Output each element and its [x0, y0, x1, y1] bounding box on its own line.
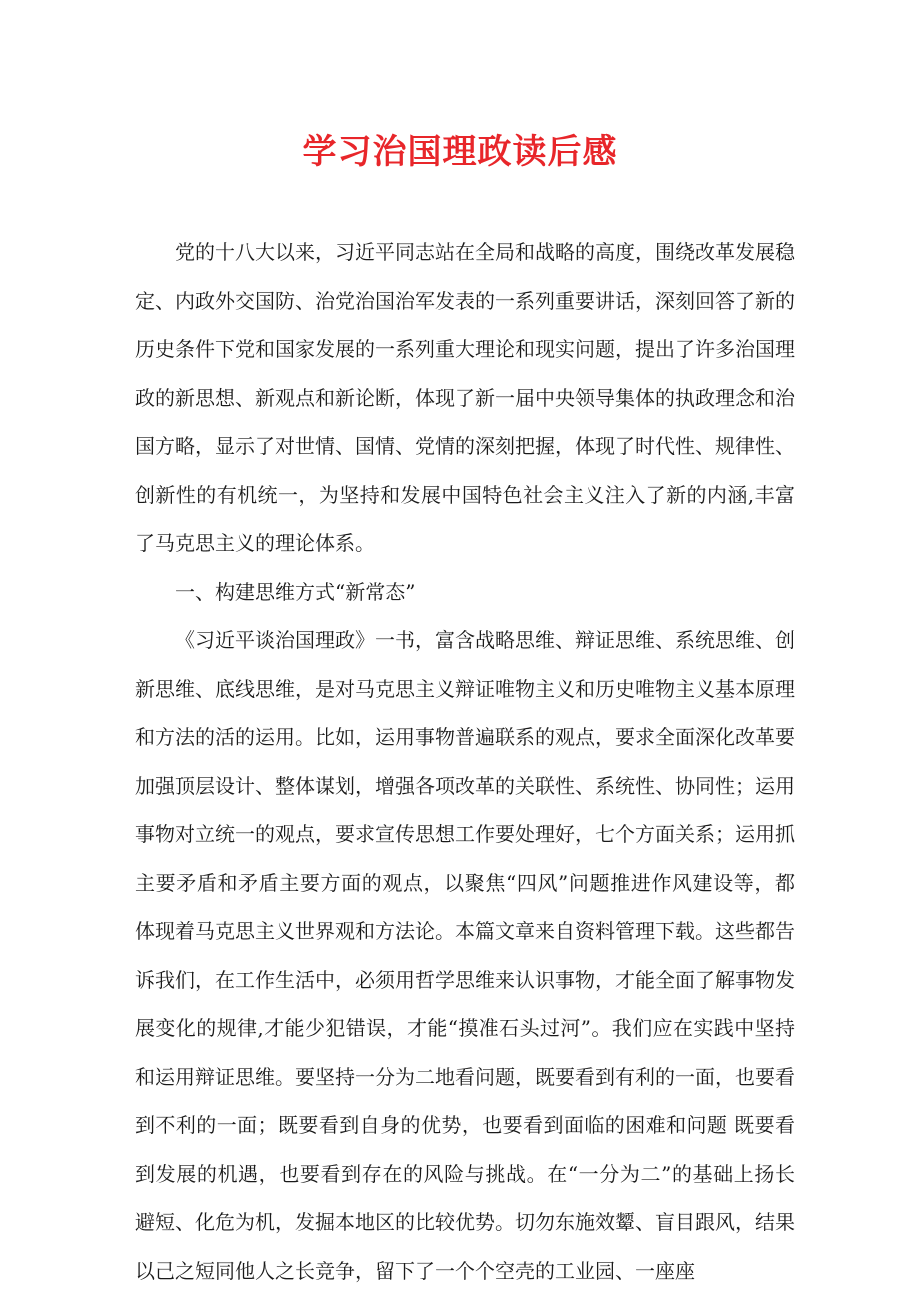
document-title: 学习治国理政读后感 [302, 132, 618, 172]
document-body [135, 228, 795, 1295]
section-paragraph: 《习近平谈治国理政》一书，富含战略思维、辩证思维、系统思维、创新思维、底线思维，是对马克思主义辩证唯物主义和历史唯物主义基本原理和方法的活的运用。比如，运用事物普遍联系的观点，要求全面深化改革要加强顶层设计、整体谋划，增强各项改革的关联性、系统性、协同性；运用事物对立统一的观点，要求宣传思想工作要处理好，七个方面关系；运用抓主要矛盾和矛盾主要方面的观点，以聚焦“四风”问题推进作风建设等，都体现着马克思主义世界观和方法论。本篇文章来自资料管理下载。这些都告诉我们，在工作生活中，必须用哲学思维来认识事物，才能全面了解事物发展变化的规律,才能少犯错误，才能“摸准石头过河”。我们应在实践中坚持和运用辩证思维。要坚持一分为二地看问题，既要看到有利的一面，也要看到不利的一面；既要看到自身的优势，也要看到面临的困难和问题 既要看到发展的机遇，也要看到存在的风险与挑战。在“一分为二”的基础上扬长避短、化危为机，发掘本地区的比较优势。切勿东施效颦、盲目跟风，结果以己之短同他人之长竞争，留下了一个个空壳的工业园、一座座 [135, 628, 795, 1283]
intro-paragraph: 党的十八大以来，习近平同志站在全局和战略的高度，围绕改革发展稳定、内政外交国防、治党治国治军发表的一系列重要讲话，深刻回答了新的历史条件下党和国家发展的一系列重大理论和现实问题，提出了许多治国理政的新思想、新观点和新论断，体现了新一届中央领导集体的执政理念和治国方略，显示了对世情、国情、党情的深刻把握，体现了时代性、规律性、创新性的有机统一，为坚持和发展中国特色社会主义注入了新的内涵,丰富了马克思主义的理论体系。 [135, 240, 795, 555]
section-heading: 一、构建思维方式“新常态” [175, 579, 416, 604]
